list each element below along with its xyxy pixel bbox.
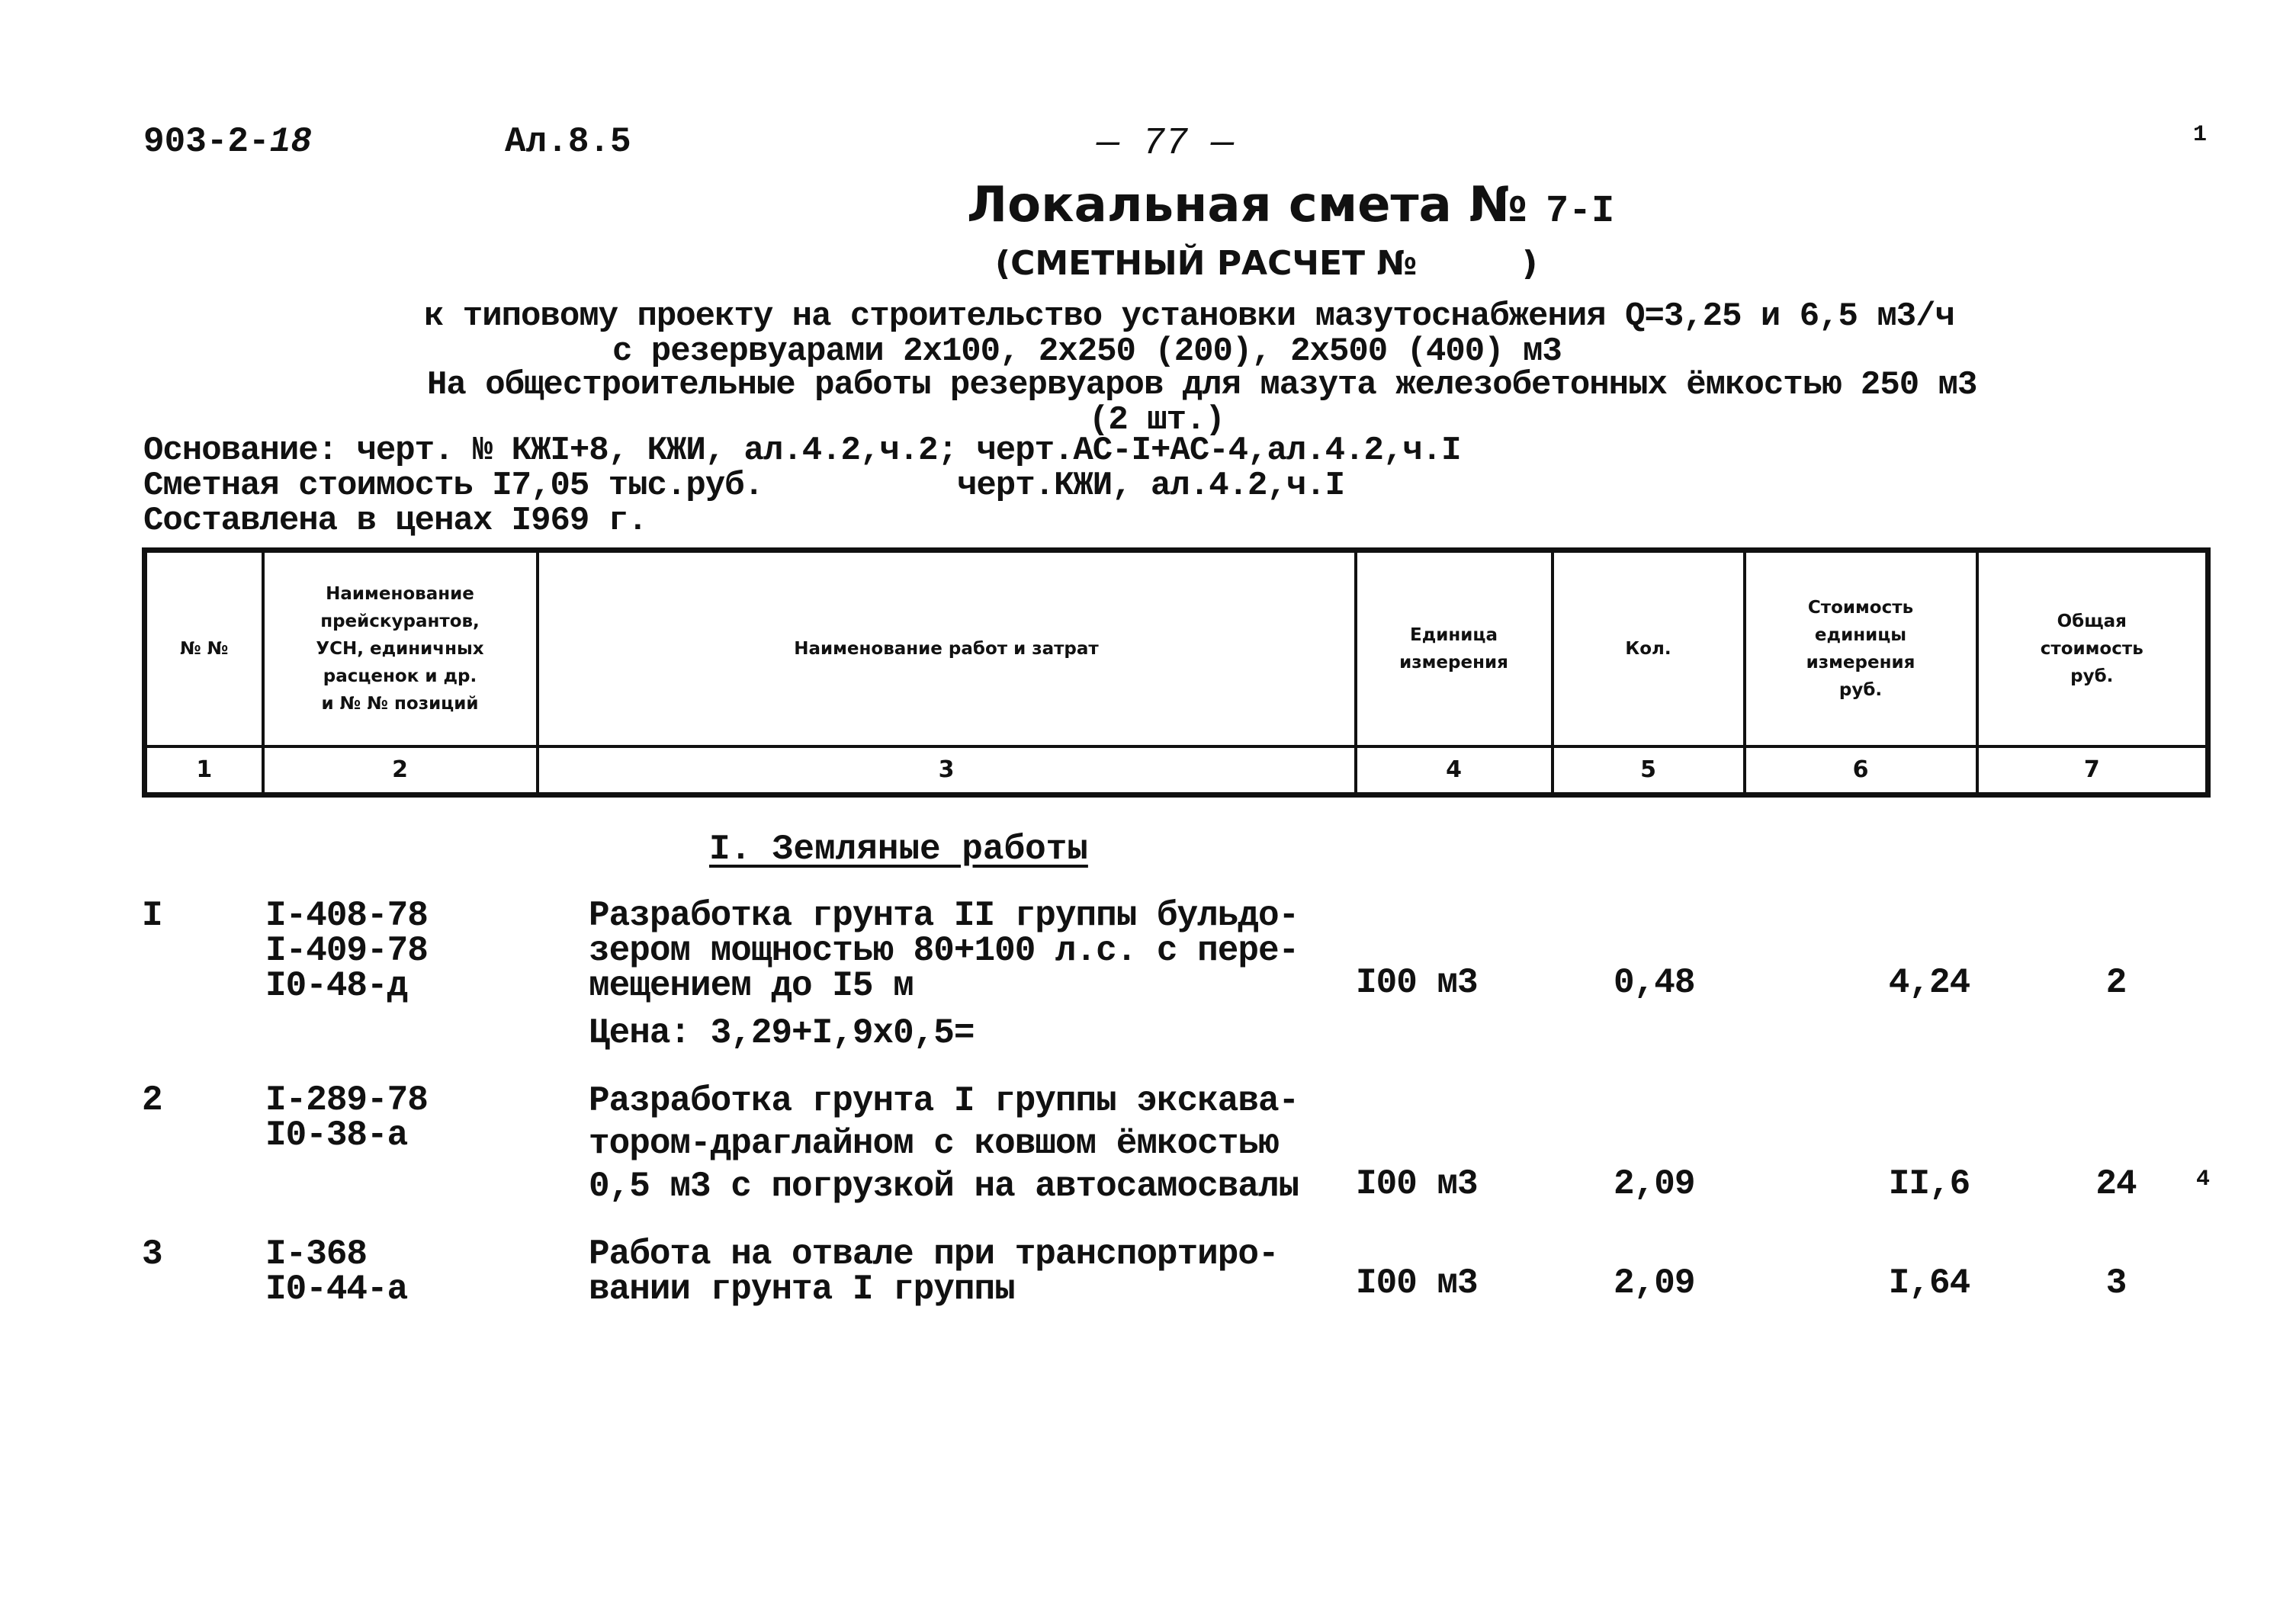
col-header-total-cost: Общая стоимость руб.	[1977, 550, 2208, 747]
row-1-unit-cost: 4,24	[1888, 963, 1970, 1003]
col-header-unit: Единица измерения	[1356, 550, 1553, 747]
row-3-quantity: 2,09	[1614, 1263, 1695, 1303]
row-2-number: 2	[142, 1080, 162, 1120]
row-1-total: 2	[2105, 963, 2127, 1003]
col-number-5: 5	[1553, 746, 1745, 795]
basis-line: Основание: черт. № КЖI+8, КЖИ, ал.4.2,ч.2; черт.АС-I+АС-4,ал.4.2,ч.I	[143, 432, 1461, 470]
row-2-quantity: 2,09	[1614, 1164, 1695, 1204]
row-1-price-note: Цена: 3,29+I,9x0,5=	[589, 1013, 975, 1053]
row-3-number: 3	[142, 1234, 162, 1274]
album-number: Ал.8.5	[505, 122, 631, 162]
project-line-4: (2 шт.)	[1089, 401, 1225, 439]
row-2-codes: I-289-78 I0-38-а	[265, 1080, 428, 1155]
col-number-3: 3	[538, 746, 1356, 795]
title-text: Локальная смета №	[967, 177, 1528, 233]
col-header-pricelist: Наименование прейскурантов, УСН, единичных расценок и др. и № № позиций	[263, 550, 538, 747]
section-title-text: I. Земляные работы	[709, 830, 1088, 869]
col-header-quantity: Кол.	[1553, 550, 1745, 747]
row-1-quantity: 0,48	[1614, 963, 1695, 1003]
page-subtitle: (СМЕТНЫЙ РАСЧЕТ № )	[995, 244, 1538, 283]
document-code-suffix: 18	[269, 122, 312, 162]
document-code-prefix: 903-2-	[143, 122, 270, 162]
page-title	[967, 177, 1614, 233]
estimate-table-header	[142, 547, 2211, 798]
col-header-work-name: Наименование работ и затрат	[538, 550, 1356, 747]
row-3-unit: I00 м3	[1356, 1263, 1478, 1303]
document-code	[143, 122, 312, 162]
row-2-unit: I00 м3	[1356, 1164, 1478, 1204]
margin-mark-top: 1	[2193, 122, 2208, 148]
title-number: 7-I	[1546, 190, 1615, 233]
estimated-cost-line: Сметная стоимость I7,05 тыс.руб. черт.КЖИ, ал.4.2,ч.I	[143, 467, 1345, 505]
col-number-6: 6	[1745, 746, 1977, 795]
page-number: — 77 —	[1097, 122, 1235, 165]
col-number-2: 2	[263, 746, 538, 795]
project-line-2: с резервуарами 2x100, 2x250 (200), 2x500 (400) м3	[612, 332, 1562, 371]
row-2-total: 24	[2095, 1164, 2137, 1204]
section-title	[709, 830, 1088, 869]
col-header-unit-cost: Стоимость единицы измерения руб.	[1745, 550, 1977, 747]
col-number-1: 1	[145, 746, 263, 795]
col-header-number: № №	[145, 550, 263, 747]
row-1-work-name: Разработка грунта II группы бульдо- зером мощностью 80+100 л.с. с пере- мещением до I5 м	[589, 896, 1299, 1006]
row-2-unit-cost: II,6	[1888, 1164, 1970, 1204]
row-3-codes: I-368 I0-44-а	[265, 1234, 408, 1309]
row-1-number: I	[142, 896, 162, 936]
row-1-unit: I00 м3	[1356, 963, 1478, 1003]
margin-mark-side: 4	[2196, 1167, 2211, 1192]
project-line-1: к типовому проекту на строительство установки мазутоснабжения Q=3,25 и 6,5 м3/ч	[424, 297, 1954, 335]
row-1-codes: I-408-78 I-409-78 I0-48-д	[265, 896, 428, 1006]
col-number-7: 7	[1977, 746, 2208, 795]
col-number-4: 4	[1356, 746, 1553, 795]
row-3-work-name: Работа на отвале при транспортиро- вании грунта I группы	[589, 1234, 1279, 1309]
project-line-3: На общестроительные работы резервуаров для мазута железобетонных ёмкостью 250 м3	[427, 366, 1977, 404]
row-3-unit-cost: I,64	[1888, 1263, 1970, 1303]
row-2-work-name: Разработка грунта I группы экскава- тором-драглайном с ковшом ёмкостью 0,5 м3 с погрузкой на автосамосвалы	[589, 1081, 1299, 1206]
row-3-total: 3	[2105, 1263, 2127, 1303]
prices-year-line: Составлена в ценах I969 г.	[143, 502, 647, 540]
